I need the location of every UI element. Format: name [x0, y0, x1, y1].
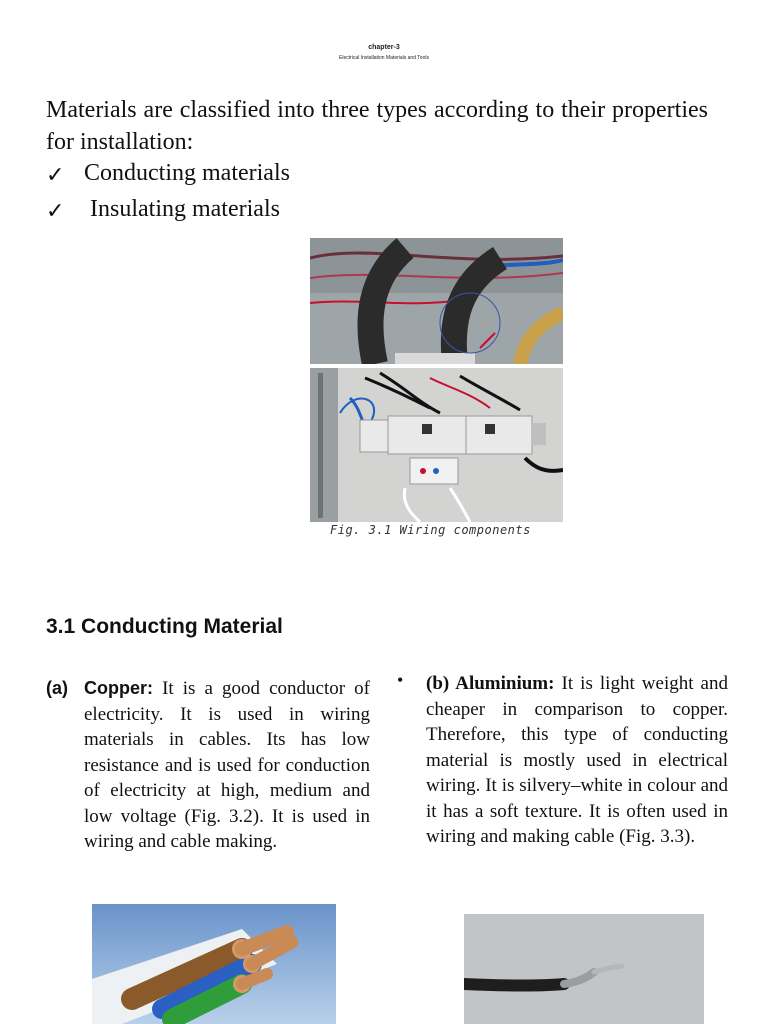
- aluminium-label: (b) Aluminium:: [426, 673, 555, 694]
- copper-cable-photo: [92, 904, 336, 1024]
- figure-caption: Fig. 3.1 Wiring components: [330, 523, 531, 537]
- list-marker-a: (a): [46, 678, 68, 698]
- aluminium-text: It is light weight and cheaper in comparison to copper. Therefore, this type of conducting material is mostly used in electrical wiring. It is silvery–white in colour and it has a soft texture. It is often used in wiring and making cable (Fig. 3.3).: [426, 673, 728, 847]
- wiring-components-figure: [310, 238, 563, 522]
- aluminium-cable-photo: [464, 914, 704, 1024]
- copper-paragraph: [84, 676, 370, 855]
- chapter-heading: chapter-3: [368, 44, 400, 51]
- aluminium-paragraph: [426, 671, 728, 850]
- copper-label: Copper:: [84, 678, 153, 698]
- list-item-insulating: Insulating materials: [90, 196, 280, 222]
- contactor-photo-bottom: [310, 368, 563, 522]
- cable-photo-top: [310, 238, 563, 364]
- section-title: 3.1 Conducting Material: [46, 615, 283, 638]
- bullet-icon: •: [397, 670, 404, 690]
- copper-text: It is a good conductor of electricity. It is used in wiring materials in cables. Its has low resistance and is used for conduction of electricity at high, medium and low voltage (Fig. 3.2). It is used in wiring and cable making.: [84, 678, 370, 852]
- check-icon: ✓: [46, 162, 65, 187]
- list-item-conducting: Conducting materials: [84, 160, 290, 186]
- chapter-subtitle: Electrical Installation Materials and Tools: [339, 55, 429, 61]
- check-icon: ✓: [46, 198, 65, 223]
- intro-paragraph: Materials are classified into three types according to their properties for installation:: [46, 97, 708, 155]
